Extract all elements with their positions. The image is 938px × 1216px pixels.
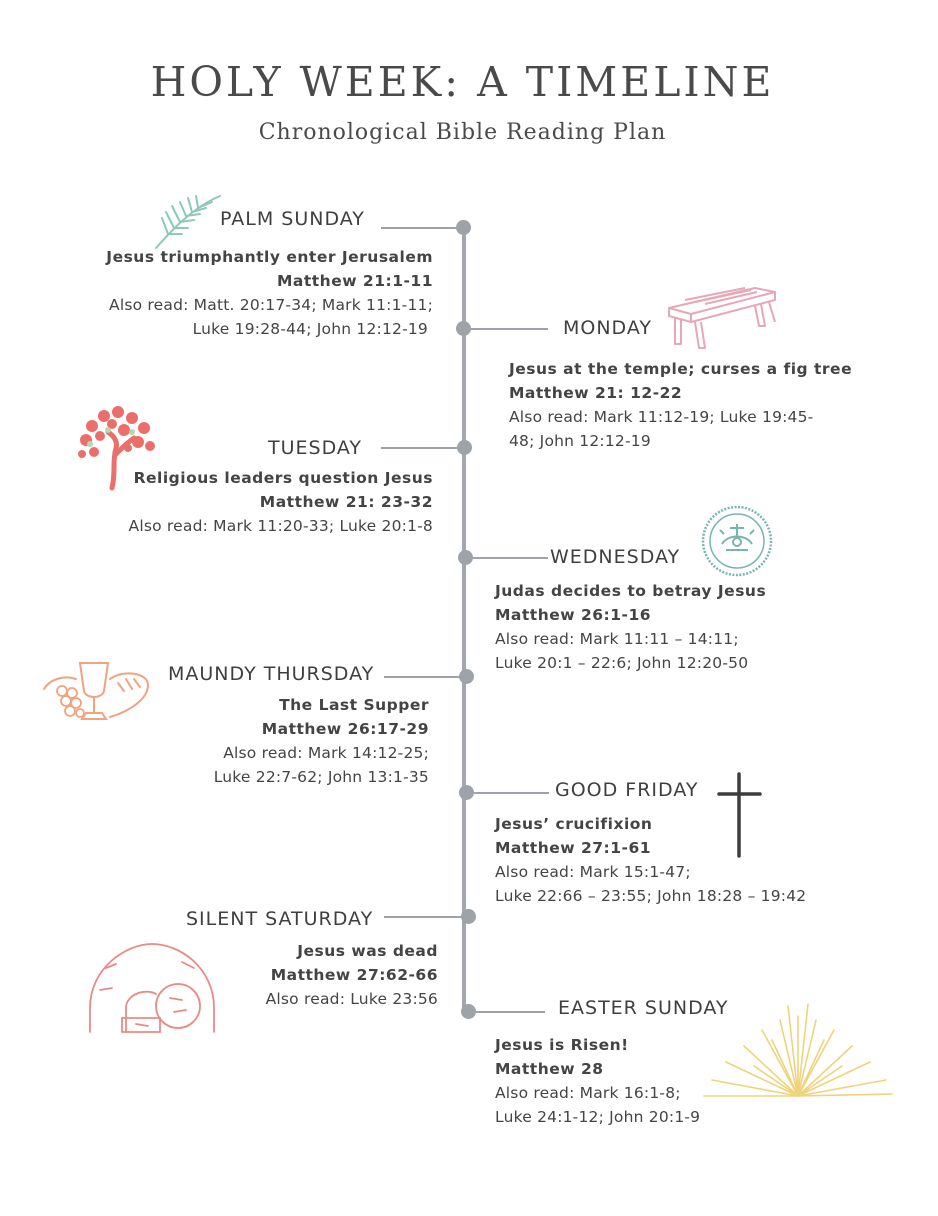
connector-maundy-thursday bbox=[384, 676, 464, 678]
cup-bread-grapes-icon bbox=[40, 655, 152, 727]
event-silent-saturday: Jesus was dead bbox=[297, 942, 438, 960]
event-wednesday: Judas decides to betray Jesus bbox=[495, 582, 767, 600]
event-maundy-thursday: The Last Supper bbox=[279, 696, 429, 714]
day-details-maundy-thursday bbox=[214, 693, 429, 789]
also-read-maundy-thursday-1: Also read: Mark 14:12-25; bbox=[223, 744, 429, 762]
verse-maundy-thursday: Matthew 26:17-29 bbox=[261, 720, 429, 738]
also-read-palm-sunday-1: Also read: Matt. 20:17-34; Mark 11:1-11; bbox=[109, 296, 433, 314]
cross-icon bbox=[716, 772, 764, 858]
silver-coin-icon bbox=[700, 504, 774, 578]
event-easter-sunday: Jesus is Risen! bbox=[495, 1036, 629, 1054]
day-title-maundy-thursday: MAUNDY THURSDAY bbox=[168, 663, 375, 685]
day-details-monday bbox=[509, 357, 852, 453]
verse-easter-sunday: Matthew 28 bbox=[495, 1060, 604, 1078]
verse-good-friday: Matthew 27:1-61 bbox=[495, 839, 652, 857]
day-details-silent-saturday bbox=[266, 939, 438, 1011]
also-read-silent-saturday-1: Also read: Luke 23:56 bbox=[265, 990, 438, 1008]
sunburst-icon bbox=[700, 996, 896, 1104]
day-title-wednesday: WEDNESDAY bbox=[550, 546, 681, 568]
day-title-good-friday: GOOD FRIDAY bbox=[555, 779, 699, 801]
also-read-good-friday-1: Also read: Mark 15:1-47; bbox=[495, 863, 691, 881]
event-good-friday: Jesus’ crucifixion bbox=[495, 815, 653, 833]
connector-monday bbox=[466, 328, 548, 330]
also-read-maundy-thursday-2: Luke 22:7-62; John 13:1-35 bbox=[213, 768, 429, 786]
page-subtitle: Chronological Bible Reading Plan bbox=[258, 120, 667, 145]
verse-wednesday: Matthew 26:1-16 bbox=[495, 606, 652, 624]
day-title-silent-saturday: SILENT SATURDAY bbox=[186, 908, 374, 930]
also-read-wednesday-2: Luke 20:1 – 22:6; John 12:20-50 bbox=[495, 654, 749, 672]
fig-tree-icon bbox=[72, 402, 162, 492]
verse-palm-sunday: Matthew 21:1-11 bbox=[276, 272, 433, 290]
day-title-tuesday: TUESDAY bbox=[268, 437, 363, 459]
also-read-tuesday-1: Also read: Mark 11:20-33; Luke 20:1-8 bbox=[128, 517, 433, 535]
verse-tuesday: Matthew 21: 23-32 bbox=[259, 493, 433, 511]
day-details-wednesday bbox=[495, 579, 766, 675]
connector-wednesday bbox=[468, 557, 548, 559]
connector-silent-saturday bbox=[384, 916, 464, 918]
also-read-wednesday-1: Also read: Mark 11:11 – 14:11; bbox=[495, 630, 739, 648]
day-details-palm-sunday bbox=[106, 245, 433, 341]
connector-good-friday bbox=[469, 792, 549, 794]
temple-table-icon bbox=[665, 282, 781, 352]
also-read-easter-sunday-2: Luke 24:1-12; John 20:1-9 bbox=[495, 1108, 701, 1126]
day-details-easter-sunday bbox=[495, 1033, 700, 1129]
event-monday: Jesus at the temple; curses a fig tree bbox=[509, 360, 853, 378]
day-title-easter-sunday: EASTER SUNDAY bbox=[558, 997, 729, 1019]
day-title-monday: MONDAY bbox=[563, 317, 652, 339]
also-read-monday-1: Also read: Mark 11:12-19; Luke 19:45- bbox=[509, 408, 814, 426]
also-read-monday-2: 48; John 12:12-19 bbox=[509, 432, 651, 450]
timeline-spine bbox=[462, 226, 466, 1012]
also-read-palm-sunday-2: Luke 19:28-44; John 12:12-19 bbox=[192, 320, 428, 338]
page-title: HOLY WEEK: A TIMELINE bbox=[150, 58, 775, 106]
connector-tuesday bbox=[381, 447, 461, 449]
day-details-tuesday bbox=[129, 466, 433, 538]
event-tuesday: Religious leaders question Jesus bbox=[133, 469, 433, 487]
also-read-easter-sunday-1: Also read: Mark 16:1-8; bbox=[495, 1084, 681, 1102]
palm-branch-icon bbox=[152, 190, 224, 252]
verse-silent-saturday: Matthew 27:62-66 bbox=[270, 966, 438, 984]
connector-palm-sunday bbox=[381, 227, 461, 229]
event-palm-sunday: Jesus triumphantly enter Jerusalem bbox=[106, 248, 433, 266]
connector-easter-sunday bbox=[471, 1011, 545, 1013]
tomb-icon bbox=[86, 938, 218, 1036]
also-read-good-friday-2: Luke 22:66 – 23:55; John 18:28 – 19:42 bbox=[495, 887, 807, 905]
day-title-palm-sunday: PALM SUNDAY bbox=[220, 208, 365, 230]
verse-monday: Matthew 21: 12-22 bbox=[509, 384, 683, 402]
